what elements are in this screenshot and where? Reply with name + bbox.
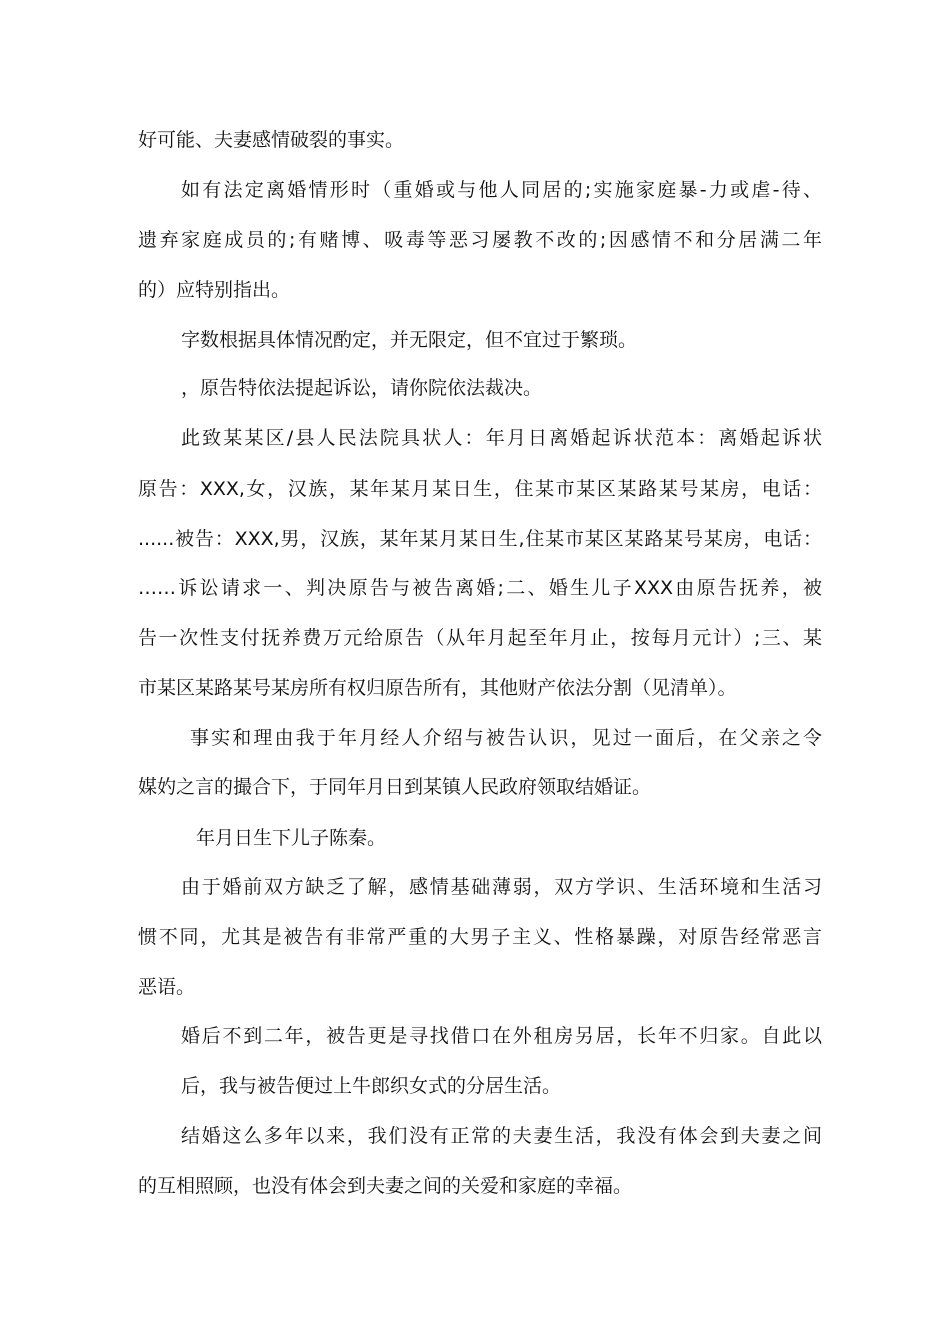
text-line: ，原告特依法提起诉讼，请你院依法裁决。 — [181, 377, 543, 399]
text-line: 如有法定离婚情形时（重婚或与他人同居的;实施家庭暴-力或虐-待、 — [181, 179, 822, 201]
text-line: 遗弃家庭成员的;有赌博、吸毒等恶习屡教不改的;因感情不和分居满二年 — [138, 229, 822, 251]
text-line: 告一次性支付抚养费万元给原告（从年月起至年月止，按每月元计）;三、某 — [138, 627, 822, 649]
text-line: 好可能、夫妻感情破裂的事实。 — [138, 129, 405, 151]
text-line: 字数根据具体情况酌定，并无限定，但不宜过于繁琐。 — [181, 329, 638, 351]
text-line: 惯不同，尤其是被告有非常严重的大男子主义、性格暴躁，对原告经常恶言 — [138, 926, 822, 948]
text-line: 婚后不到二年，被告更是寻找借口在外租房另居，长年不归家。自此以 — [181, 1025, 822, 1047]
text-line: 的）应特别指出。 — [138, 279, 291, 301]
text-line: 结婚这么多年以来，我们没有正常的夫妻生活，我没有体会到夫妻之间 — [181, 1125, 822, 1147]
text-line: 事实和理由我于年月经人介绍与被告认识，见过一面后，在父亲之令 — [190, 727, 822, 749]
text-line: 媒妁之言的撮合下，于同年月日到某镇人民政府领取结婚证。 — [138, 776, 652, 798]
text-line: 由于婚前双方缺乏了解，感情基础薄弱，双方学识、生活环境和生活习 — [181, 876, 822, 898]
text-line: 后，我与被告便过上牛郎织女式的分居生活。 — [181, 1075, 562, 1097]
text-line: 市某区某路某号某房所有权归原告所有，其他财产依法分割（见清单）。 — [138, 677, 737, 699]
text-line: 原告：XXX,女，汉族，某年某月某日生，住某市某区某路某号某房，电话： — [138, 478, 822, 500]
text-line: ……诉讼请求一、判决原告与被告离婚;二、婚生儿子XXX由原告抚养，被 — [138, 577, 822, 599]
text-line: ......被告：XXX,男，汉族，某年某月某日生,住某市某区某路某号某房，电话： — [138, 528, 822, 550]
text-line: 恶语。 — [138, 976, 196, 998]
text-line: 年月日生下儿子陈秦。 — [196, 827, 387, 849]
text-line: 此致某某区/县人民法院具状人：年月日离婚起诉状范本：离婚起诉状 — [181, 427, 822, 449]
text-line: 的互相照顾，也没有体会到夫妻之间的关爱和家庭的幸福。 — [138, 1175, 633, 1197]
